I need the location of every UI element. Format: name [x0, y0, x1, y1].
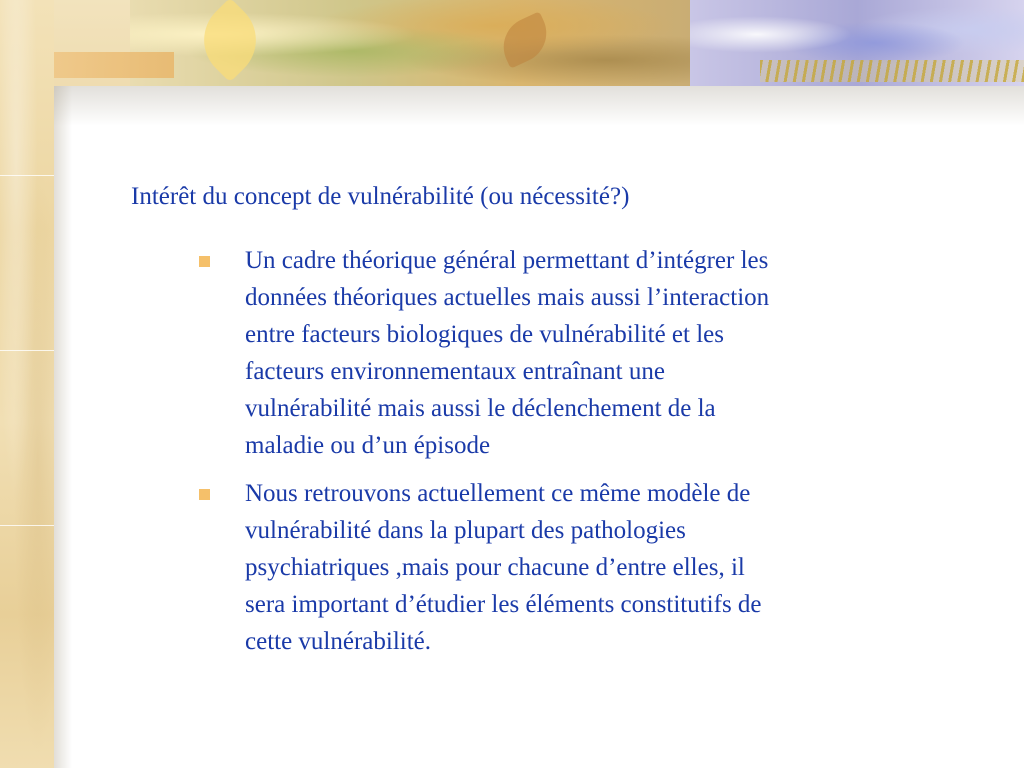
- square-bullet-icon: [199, 489, 210, 500]
- text-line: vulnérabilité mais aussi le déclenchement de la: [245, 395, 716, 422]
- bullet-item: [196, 475, 976, 660]
- text-line: Nous retrouvons actuellement ce même modèle de: [245, 480, 751, 507]
- text-line: maladie ou d’un épisode: [245, 432, 491, 459]
- slide-title: Intérêt du concept de vulnérabilité (ou nécessité?): [131, 183, 630, 210]
- text-line: psychiatriques ,mais pour chacune d’entre elles, il: [245, 554, 745, 581]
- bullet-list: [196, 242, 976, 671]
- text-line: entre facteurs biologiques de vulnérabilité et les: [245, 321, 724, 348]
- gold-stripe-decoration: [34, 52, 174, 78]
- text-line: facteurs environnementaux entraînant une: [245, 358, 665, 385]
- text-line: sera important d’étudier les éléments constitutifs de: [245, 591, 762, 618]
- text-line: Un cadre théorique général permettant d’intégrer les: [245, 247, 769, 274]
- strip-seam: [0, 175, 54, 176]
- strip-seam: [0, 350, 54, 351]
- left-parchment-strip: [0, 0, 54, 768]
- bullet-text: [245, 242, 976, 464]
- bullet-text: [245, 475, 976, 660]
- square-bullet-icon: [199, 256, 210, 267]
- header-shadow: [54, 86, 1024, 126]
- text-line: cette vulnérabilité.: [245, 628, 432, 655]
- bullet-item: [196, 242, 976, 464]
- strip-shadow: [54, 86, 72, 768]
- text-line: données théoriques actuelles mais aussi l’interaction: [245, 284, 770, 311]
- strip-seam: [0, 525, 54, 526]
- text-line: vulnérabilité dans la plupart des pathologies: [245, 517, 686, 544]
- grass-stripe-decoration: [760, 60, 1024, 82]
